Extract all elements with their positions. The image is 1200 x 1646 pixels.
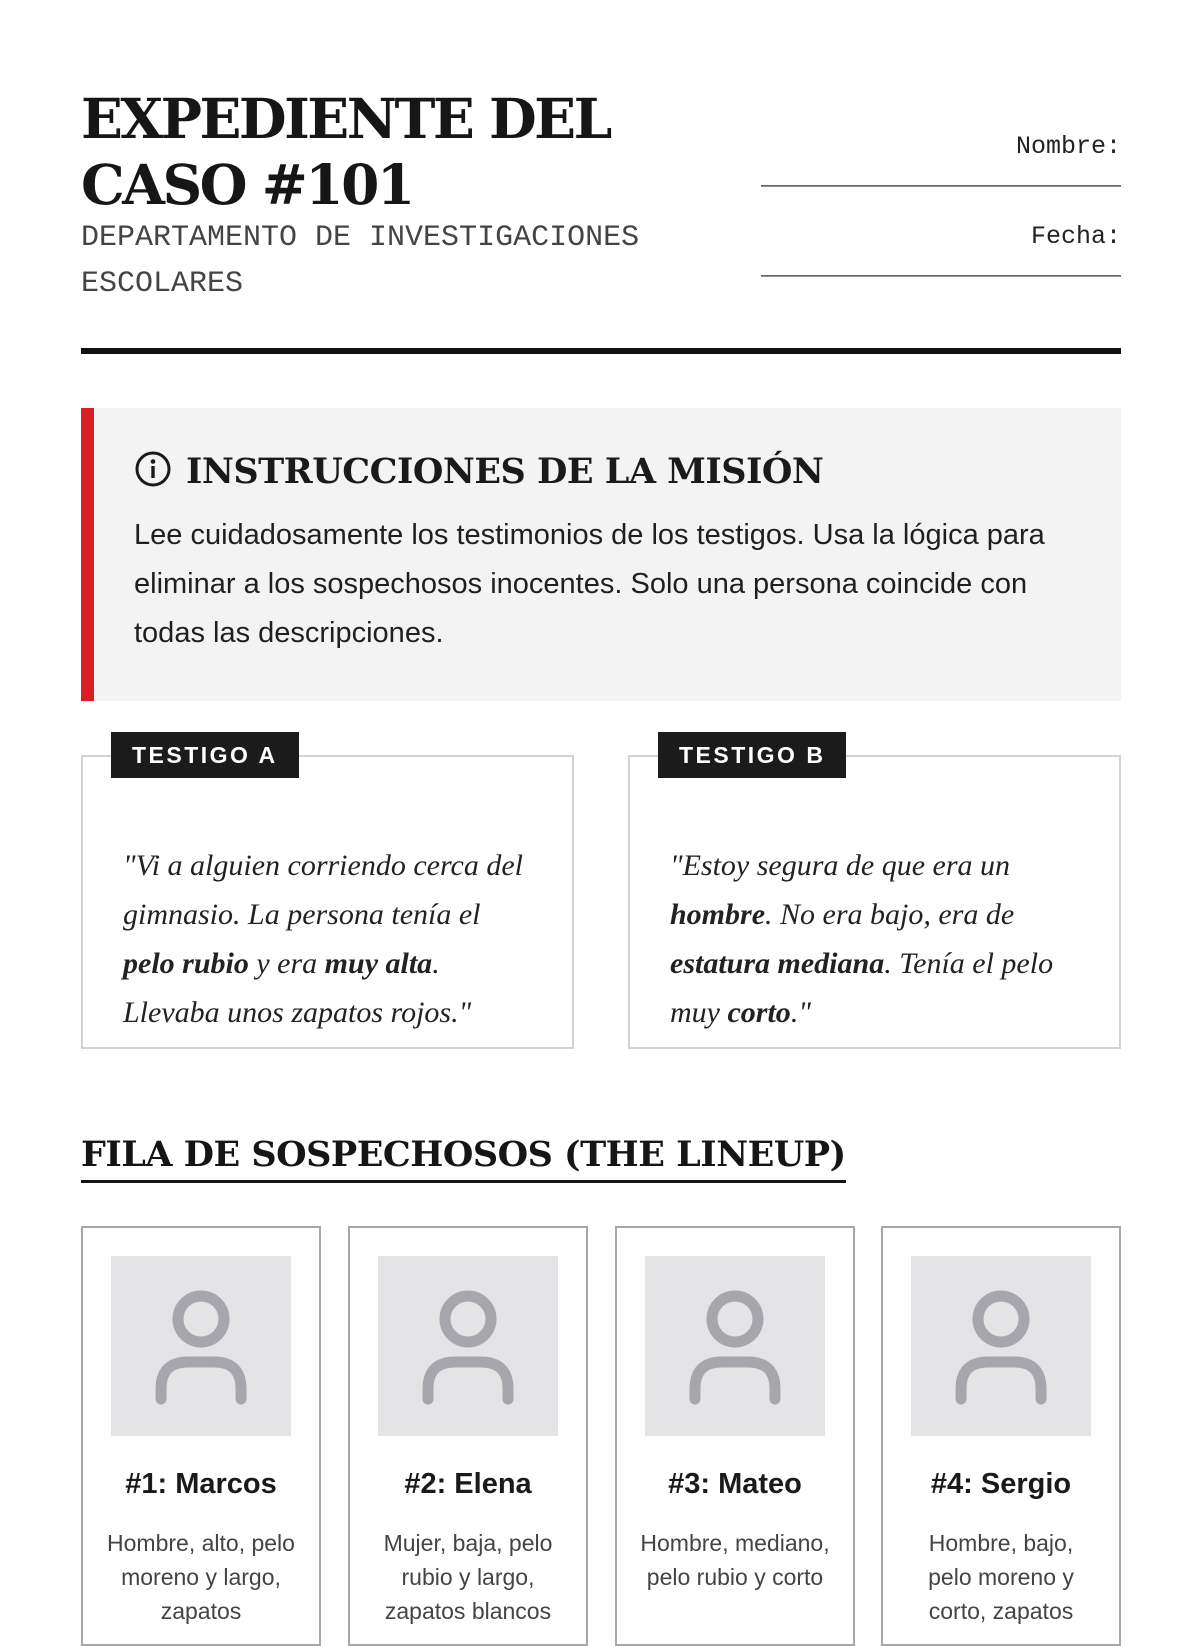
suspect-photo [911,1256,1091,1436]
quote-text: . No era bajo, era de [765,898,1015,931]
date-field[interactable] [661,222,1121,284]
suspect-card-2[interactable] [348,1226,588,1646]
case-title: EXPEDIENTE DEL CASO #101 [81,86,610,217]
date-blank-line[interactable]: ________________________ [760,253,1121,282]
name-field[interactable] [661,132,1121,194]
suspect-name: #1: Marcos [125,1468,277,1500]
quote-text: ." [790,996,811,1029]
witness-a-tag: TESTIGO A [111,732,299,778]
quote-key-detail: pelo rubio [123,947,249,980]
quote-text: "Estoy segura de que era un [670,849,1011,882]
instructions-title: INSTRUCCIONES DE LA MISIÓN [186,451,824,492]
instructions-heading [134,450,1083,493]
name-blank-line[interactable]: ________________________ [760,163,1121,192]
lineup-title: FILA DE SOSPECHOSOS (THE LINEUP) [81,1132,846,1183]
header-divider [81,348,1121,354]
suspect-name: #3: Mateo [668,1468,802,1500]
quote-key-detail: corto [727,996,791,1029]
suspect-photo [111,1256,291,1436]
quote-key-detail: muy alta [324,947,433,980]
suspect-description: Hombre, mediano, pelo rubio y corto [640,1530,830,1590]
suspect-card-3[interactable] [615,1226,855,1646]
student-fields [661,132,1121,312]
info-icon [134,450,172,493]
suspect-photo [645,1256,825,1436]
instructions-text: Lee cuidadosamente los testimonios de los testigos. Usa la lógica para eliminar a los sospechosos inocentes. Solo una persona coincide con todas las descripciones. [134,519,1045,649]
mission-instructions [81,408,1121,701]
witness-b-card [628,742,1121,1049]
witness-b-tag: TESTIGO B [658,732,846,778]
suspect-description: Hombre, bajo, pelo moreno y corto, zapatos [928,1530,1074,1624]
date-label: Fecha: [1030,222,1121,251]
quote-text: "Vi a alguien corriendo cerca del gimnasio. La persona tenía el [123,849,523,931]
name-label: Nombre: [1015,132,1121,161]
suspect-card-1[interactable] [81,1226,321,1646]
quote-text: y era [248,947,325,980]
quote-key-detail: hombre [670,898,766,931]
suspect-photo [378,1256,558,1436]
suspect-card-4[interactable] [881,1226,1121,1646]
quote-text: . Llevaba unos zapatos rojos." [123,947,472,1029]
suspect-description: Mujer, baja, pelo rubio y largo, zapatos blancos [383,1530,553,1624]
person-silhouette-icon [111,1256,291,1436]
case-header [81,86,1121,356]
quote-key-detail: estatura mediana [670,947,885,980]
person-silhouette-icon [378,1256,558,1436]
witness-a-quote [123,841,538,1037]
department-subtitle: DEPARTAMENTO DE INVESTIGACIONES ESCOLARES [81,221,640,301]
person-silhouette-icon [645,1256,825,1436]
suspect-description: Hombre, alto, pelo moreno y largo, zapatos [107,1530,295,1624]
quote-text: . Tenía el pelo muy [670,947,1054,1029]
suspect-name: #4: Sergio [930,1468,1072,1500]
person-silhouette-icon [911,1256,1091,1436]
suspect-name: #2: Elena [404,1468,532,1500]
witness-a-card [81,742,574,1049]
witness-b-quote [670,841,1085,1037]
suspect-lineup [81,1226,1121,1626]
